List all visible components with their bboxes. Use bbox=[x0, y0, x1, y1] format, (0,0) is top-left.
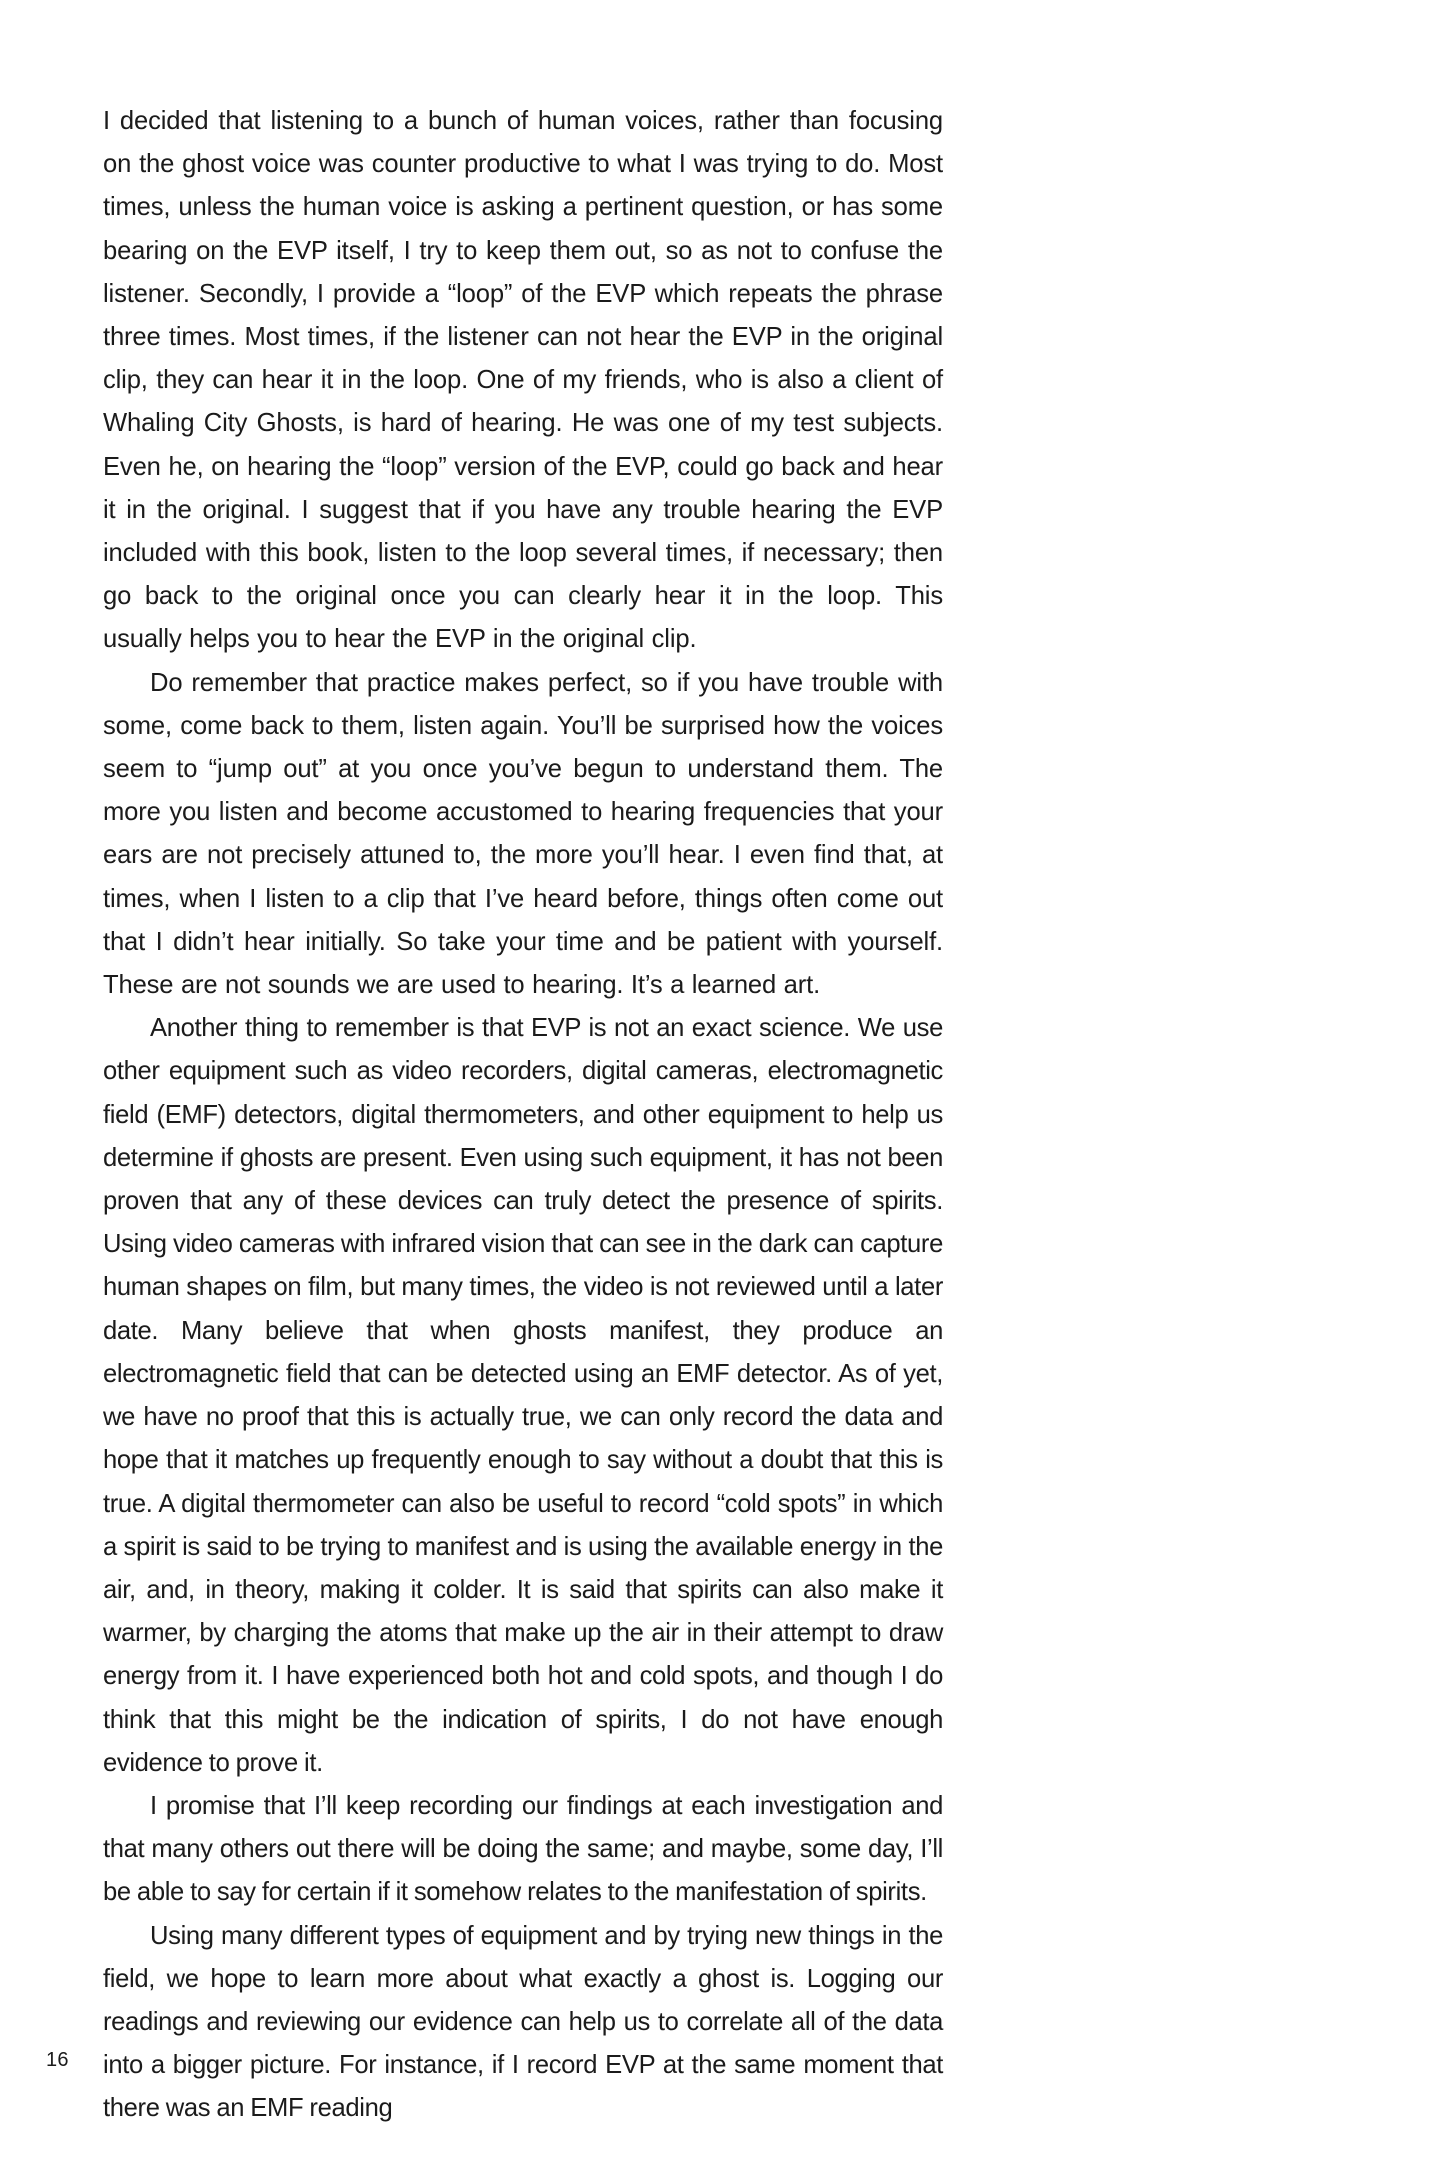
paragraph-5: Using many different types of equipment and by trying new things in the field, we hope to learn more about what exactly a ghost is. Logging our readings and reviewing our evidence can help us to correlate all of the data into a bigger picture. For instance, if I record EVP at the same moment that there was an EMF reading bbox=[103, 1921, 943, 2123]
paragraph-1: I decided that listening to a bunch of human voices, rather than focusing on the ghost voice was counter productive to what I was trying to do. Most times, unless the human voice is asking a pertinent question, or has some bearing on the EVP itself, I try to keep them out, so as not to confuse the listener. Secondly, I provide a “loop” of the EVP which repeats the phrase three times. Most times, if the listener can not hear the EVP in the original clip, they can hear it in the loop. One of my friends, who is also a client of Whaling City Ghosts, is hard of hearing. He was one of my test subjects. Even he, on hearing the “loop” version of the EVP, could go back and hear it in the original. I suggest that if you have any trouble hearing the EVP included with this book, listen to the loop several times, if necessary; then go back to the original once you can clearly hear it in the loop. This usually helps you to hear the EVP in the original clip. bbox=[103, 107, 943, 654]
paragraph-4: I promise that I’ll keep recording our findings at each investigation and that many others out there will be doing the same; and maybe, some day, I’ll be able to say for certain if it somehow relates to the manifestation of spirits. bbox=[103, 1791, 943, 1907]
page-number: 16 bbox=[46, 2049, 69, 2071]
body-text-column bbox=[103, 100, 943, 2131]
paragraph-2: Do remember that practice makes perfect, so if you have trouble with some, come back to them, listen again. You’ll be surprised how the voices seem to “jump out” at you once you’ve begun to understand them. The more you listen and become accustomed to hearing frequencies that your ears are not precisely attuned to, the more you’ll hear. I even find that, at times, when I listen to a clip that I’ve heard before, things often come out that I didn’t hear initially. So take your time and be patient with yourself. These are not sounds we are used to hearing. It’s a learned art. bbox=[103, 668, 943, 1000]
paragraph-3: Another thing to remember is that EVP is not an exact science. We use other equipment such as video recorders, digital cameras, electromagnetic field (EMF) detectors, digital thermometers, and other equipment to help us determine if ghosts are present. Even using such equipment, it has not been proven that any of these devices can truly detect the presence of spirits. Using video cameras with infrared vision that can see in the dark can capture human shapes on film, but many times, the video is not reviewed until a later date. Many believe that when ghosts manifest, they produce an electromagnetic field that can be detected using an EMF detector. As of yet, we have no proof that this is actually true, we can only record the data and hope that it matches up frequently enough to say without a doubt that this is true. A digital thermometer can also be useful to record “cold spots” in which a spirit is said to be trying to manifest and is using the available energy in the air, and, in theory, making it colder. It is said that spirits can also make it warmer, by charging the atoms that make up the air in their attempt to draw energy from it. I have experienced both hot and cold spots, and though I do think that this might be the indication of spirits, I do not have enough evidence to prove it. bbox=[103, 1014, 943, 1777]
